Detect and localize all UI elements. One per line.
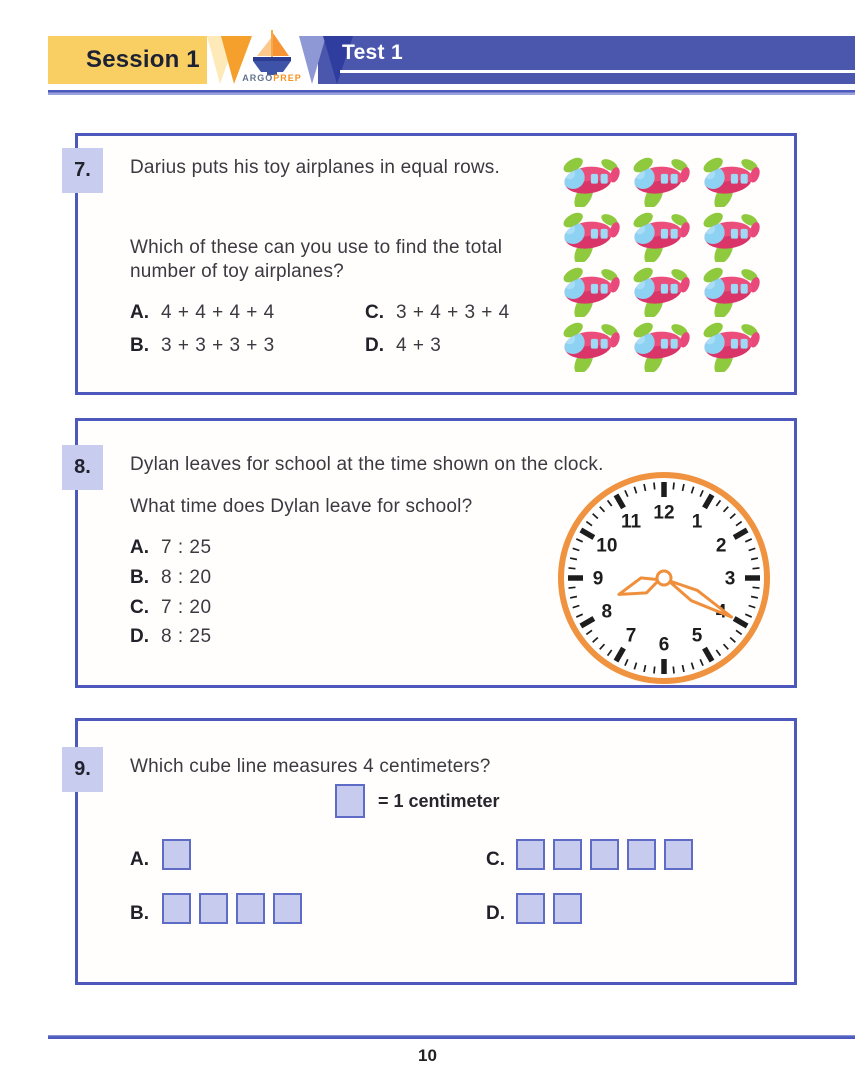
q7-option-d-text: 4 + 3 — [396, 335, 442, 356]
q8-option-b — [130, 567, 212, 589]
cm-cube — [273, 893, 302, 924]
q7-option-a — [130, 302, 275, 324]
brand-prep: PREP — [273, 73, 302, 83]
cm-cube — [236, 893, 265, 924]
question-8-number-badge: 8. — [62, 445, 103, 490]
svg-text:10: 10 — [596, 535, 618, 557]
argoprep-logo-boat-icon — [240, 29, 304, 75]
q8-option-c-letter: C. — [130, 597, 149, 618]
question-8-subprompt: What time does Dylan leave for school? — [130, 496, 473, 517]
cube-row-b — [162, 893, 302, 924]
q7-option-b — [130, 335, 275, 357]
svg-text:1: 1 — [691, 511, 703, 533]
svg-text:7: 7 — [625, 625, 637, 647]
q8-option-b-letter: B. — [130, 567, 149, 588]
argoprep-wordmark — [230, 73, 314, 83]
svg-text:12: 12 — [653, 502, 675, 524]
q7-option-b-letter: B. — [130, 335, 149, 356]
q9-option-a-letter: A. — [130, 849, 149, 870]
q9-option-d-letter: D. — [486, 903, 505, 924]
svg-text:5: 5 — [691, 625, 703, 647]
svg-text:8: 8 — [601, 601, 613, 623]
q7-option-d-letter: D. — [365, 335, 384, 356]
legend-text: = 1 centimeter — [378, 791, 500, 811]
svg-text:11: 11 — [620, 511, 642, 533]
q8-option-a — [130, 537, 212, 559]
svg-text:6: 6 — [658, 634, 670, 656]
question-8-box — [75, 418, 797, 688]
q7-option-b-text: 3 + 3 + 3 + 3 — [161, 335, 275, 356]
page-number: 10 — [418, 1046, 437, 1065]
cm-cube — [162, 893, 191, 924]
cube-row-d — [516, 893, 582, 924]
q8-option-a-letter: A. — [130, 537, 149, 558]
test-title-underline — [340, 70, 855, 73]
question-8-prompt: Dylan leaves for school at the time shown on the clock. — [130, 454, 604, 475]
question-7-subprompt: Which of these can you use to find the total number of toy airplanes? — [130, 237, 503, 282]
q8-option-a-text: 7 : 25 — [161, 537, 212, 558]
svg-text:9: 9 — [592, 568, 604, 590]
session-title: Session 1 — [86, 46, 200, 73]
q8-option-b-text: 8 : 20 — [161, 567, 212, 588]
header-divider-line — [48, 90, 855, 95]
q8-option-d — [130, 626, 212, 648]
q8-option-d-text: 8 : 25 — [161, 626, 212, 647]
q9-option-c-letter: C. — [486, 849, 505, 870]
cm-cube — [627, 839, 656, 870]
test-title: Test 1 — [342, 41, 403, 64]
q8-option-d-letter: D. — [130, 626, 149, 647]
toy-airplane-icon — [559, 265, 621, 317]
toy-airplane-icon — [699, 265, 761, 317]
q7-option-c-text: 3 + 4 + 3 + 4 — [396, 302, 510, 323]
footer-divider-line — [48, 1035, 855, 1039]
question-9-box — [75, 718, 797, 985]
question-7-number-badge: 7. — [62, 148, 103, 193]
question-9-number-badge: 9. — [62, 747, 103, 792]
svg-text:3: 3 — [724, 568, 736, 590]
q7-option-c — [365, 302, 510, 324]
q7-option-a-letter: A. — [130, 302, 149, 323]
cm-cube — [590, 839, 619, 870]
toy-airplane-icon — [629, 320, 691, 372]
svg-text:2: 2 — [715, 535, 727, 557]
legend-centimeter-cube — [335, 784, 365, 818]
analog-clock — [554, 468, 774, 688]
toy-airplane-icon — [559, 155, 621, 207]
q8-option-c — [130, 597, 212, 619]
toy-airplane-icon — [699, 320, 761, 372]
toy-airplane-icon — [559, 210, 621, 262]
airplane-grid — [559, 155, 775, 395]
q9-option-b-letter: B. — [130, 903, 149, 924]
toy-airplane-icon — [629, 155, 691, 207]
q7-option-d — [365, 335, 441, 357]
q7-option-a-text: 4 + 4 + 4 + 4 — [161, 302, 275, 323]
cm-cube — [199, 893, 228, 924]
cm-cube — [553, 893, 582, 924]
cube-row-c — [516, 839, 693, 870]
cube-row-a — [162, 839, 191, 870]
question-9-prompt: Which cube line measures 4 centimeters? — [130, 756, 491, 777]
toy-airplane-icon — [699, 155, 761, 207]
toy-airplane-icon — [629, 265, 691, 317]
toy-airplane-icon — [699, 210, 761, 262]
cm-cube — [162, 839, 191, 870]
question-7-prompt: Darius puts his toy airplanes in equal rows. — [130, 157, 500, 178]
brand-argo: ARGO — [242, 73, 274, 83]
toy-airplane-icon — [629, 210, 691, 262]
question-7-box — [75, 133, 797, 395]
q7-option-c-letter: C. — [365, 302, 384, 323]
cm-cube — [664, 839, 693, 870]
q8-option-c-text: 7 : 20 — [161, 597, 212, 618]
toy-airplane-icon — [559, 320, 621, 372]
cm-cube — [553, 839, 582, 870]
cm-cube — [516, 839, 545, 870]
cm-cube — [516, 893, 545, 924]
